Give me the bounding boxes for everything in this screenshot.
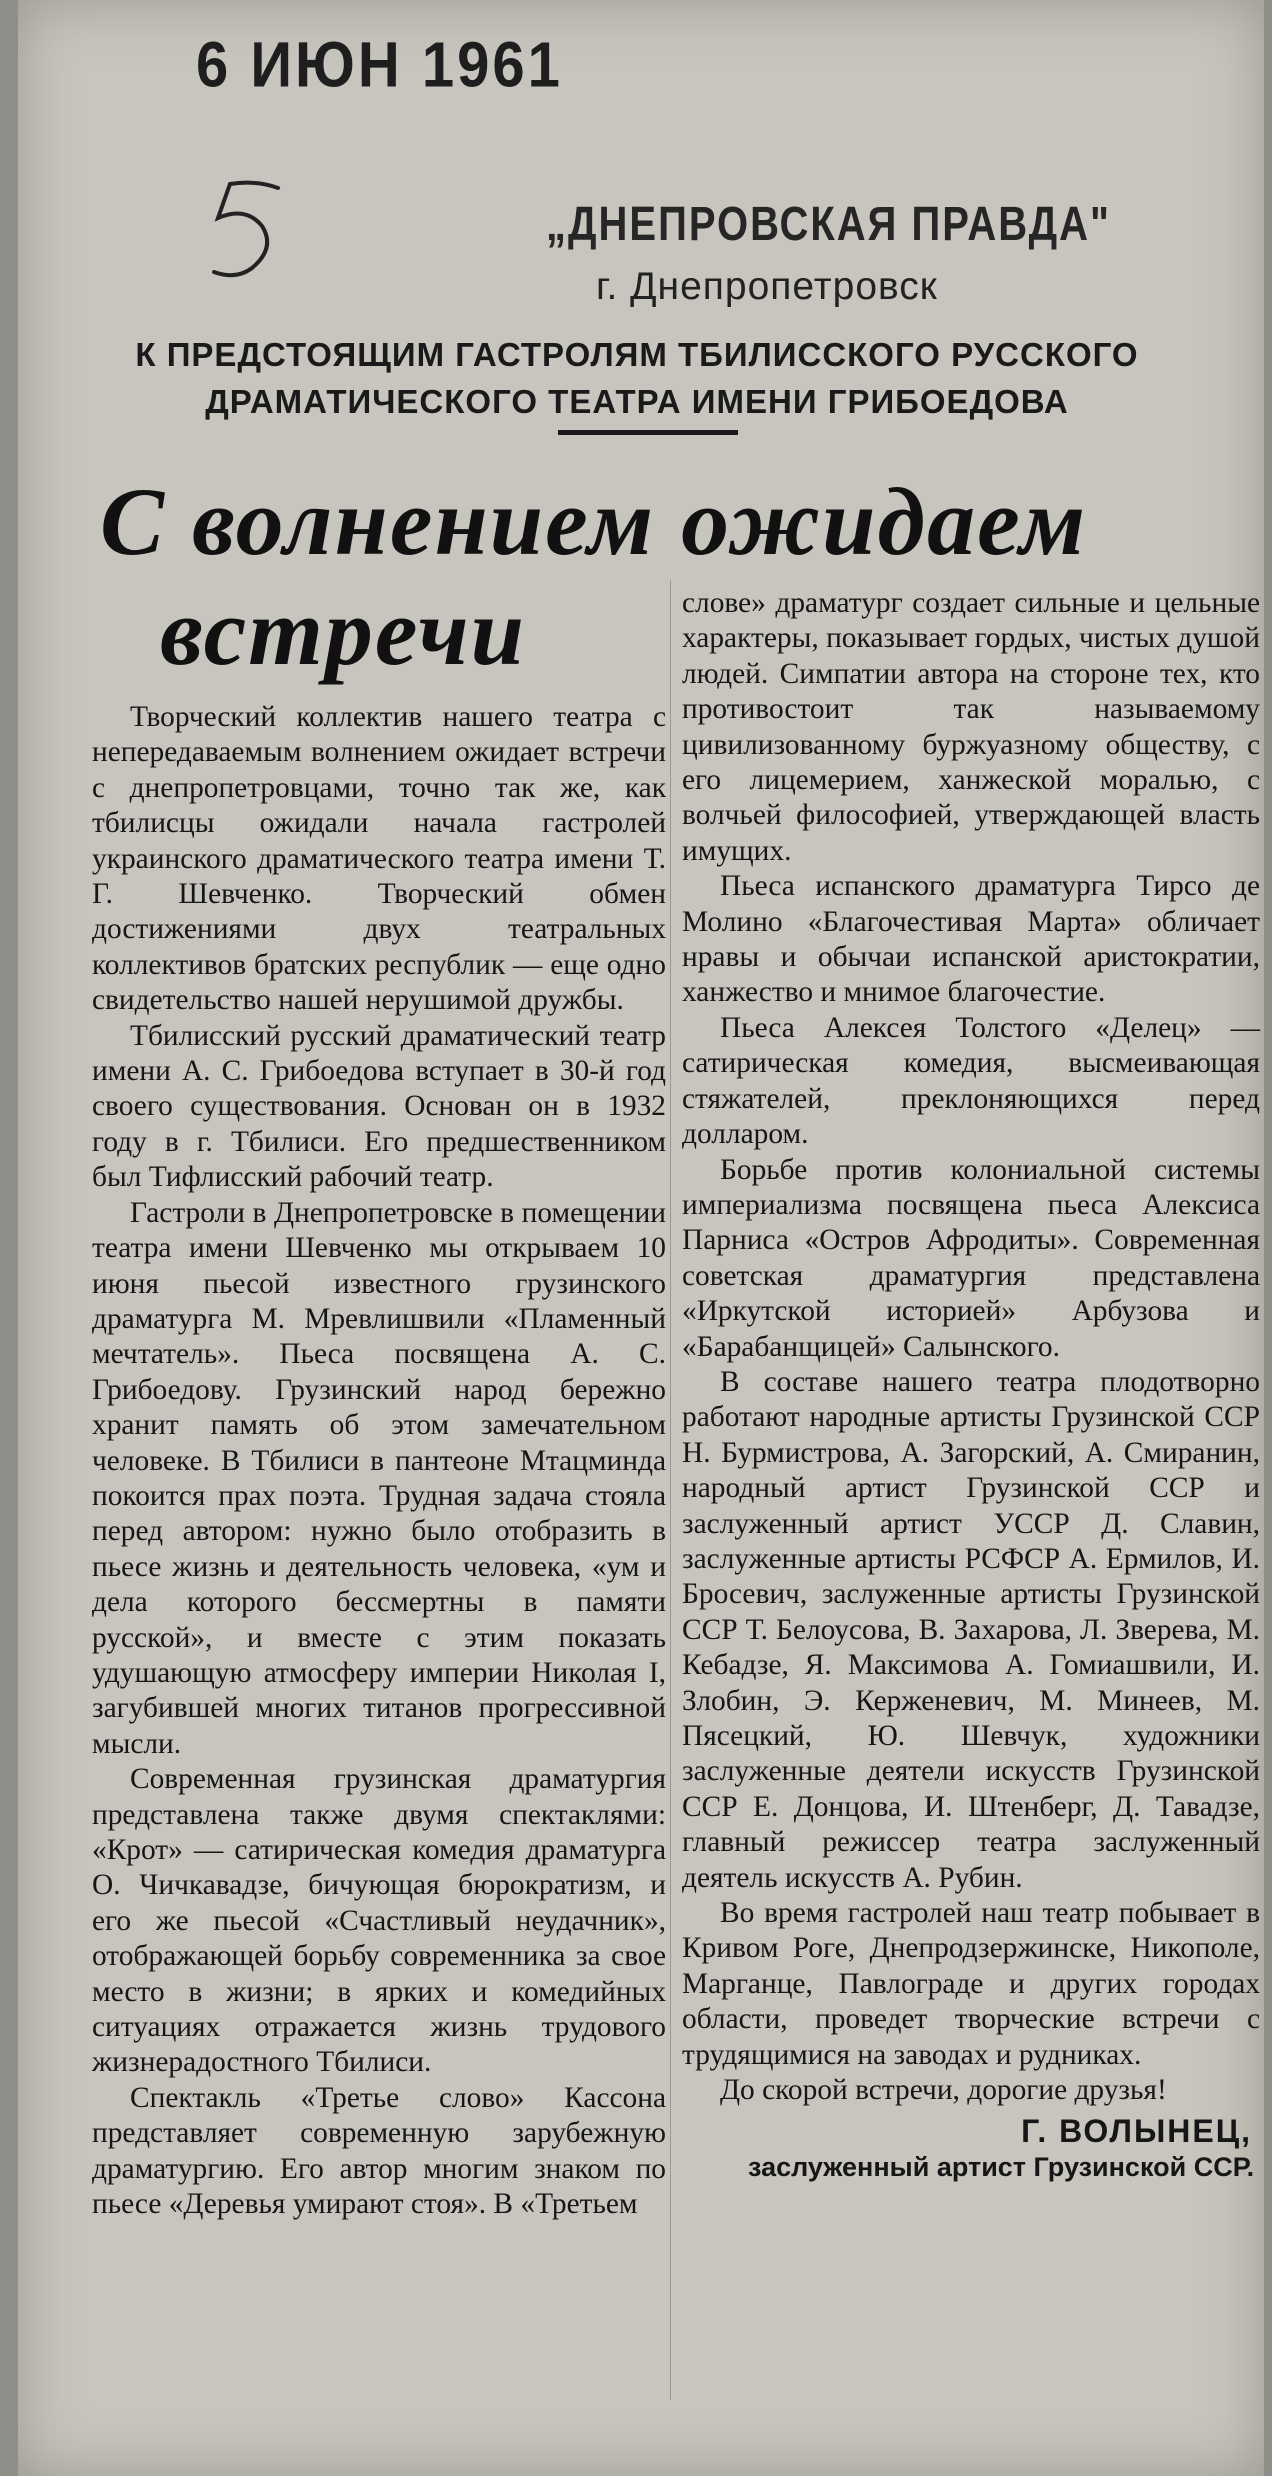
paragraph: Пьеса испанского драматурга Тирсо де Молино «Благочестивая Марта» обличает нравы и обычаи испанской аристократии, ханжество и мнимое благочестие. <box>682 870 1260 1009</box>
handwritten-number <box>200 176 295 286</box>
paragraph: Творческий коллектив нашего театра с непередаваемым волнением ожидает встречи с днепропетровцами, точно так же, как тбилисцы ожидали начала гастролей украинского драматического театра имени Т. Г. Шевченко. Творческий обмен достижениями двух театральных коллективов братских республик — еще одно свидетельство нашей нерушимой дружбы. <box>92 701 666 1017</box>
paragraph: Пьеса Алексея Толстого «Делец» — сатирическая комедия, высмеивающая стяжателей, преклоняющихся перед долларом. <box>682 1011 1260 1151</box>
article-column-left <box>92 700 666 2222</box>
author-name: Г. ВОЛЫНЕЦ, <box>1021 2113 1252 2150</box>
article-column-right <box>682 586 1260 2184</box>
paragraph: Борьбе против колониальной системы империализма посвящена пьеса Алексиса Парниса «Остров Афродиты». Современная советская драматургия представлена «Иркутской историей» Арбузова и «Барабанщицей» Салынского. <box>682 1153 1260 1363</box>
paragraph-continuation: слове» драматург создает сильные и цельные характеры, показывает гордых, чистых душой людей. Симпатии автора на стороне тех, кто противостоит так называемому цивилизованному буржуазному обществу, с его лицемерием, ханжеской моралью, с волчьей философией, утверждающей власть имущих. <box>682 587 1260 867</box>
headline-line-2: встречи <box>160 578 527 685</box>
newspaper-city: г. Днепропетровск <box>596 265 938 308</box>
newspaper-name: „ДНЕПРОВСКАЯ ПРАВДА" <box>546 198 1111 251</box>
paragraph: Тбилисский русский драматический театр имени А. С. Грибоедова вступает в 30-й год своего существования. Основан он в 1932 году в г. Тбилиси. Его предшественником был Тифлисский рабочий театр. <box>92 1019 666 1194</box>
kicker-line-1: К ПРЕДСТОЯЩИМ ГАСТРОЛЯМ ТБИЛИССКОГО РУССКОГО <box>135 336 1139 373</box>
headline-line-1: С волнением ожидаем <box>100 468 1088 575</box>
kicker-line-2: ДРАМАТИЧЕСКОГО ТЕАТРА ИМЕНИ ГРИБОЕДОВА <box>205 383 1069 420</box>
date-stamp: 6 ИЮН 1961 <box>196 29 563 101</box>
paragraph: Спектакль «Третье слово» Кассона представляет современную зарубежную драматургию. Его автор многим знаком по пьесе «Деревья умирают стоя». В «Третьем <box>92 2081 666 2221</box>
paragraph: Во время гастролей наш театр побывает в Кривом Роге, Днепродзержинске, Никополе, Марганце, Павлограде и других городах области, проведет творческие встречи с трудящимися на заводах и рудниках. <box>682 1897 1260 2071</box>
paragraph: В составе нашего театра плодотворно работают народные артисты Грузинской ССР Н. Бурмистрова, А. Загорский, А. Смиранин, народный артист Грузинской ССР и заслуженный артист УССР Д. Славин, заслуженные артисты РСФСР А. Ермилов, И. Бросевич, заслуженные артисты Грузинской ССР Т. Белоусова, В. Захарова, Л. Зверева, М. Кебадзе, Я. Максимова А. Гомиашвили, И. Злобин, Э. Керженевич, М. Минеев, М. Пясецкий, Ю. Шевчук, художники заслуженные деятели искусств Грузинской ССР Е. Донцова, И. Штенберг, Д. Тавадзе, главный режиссер театра заслуженный деятель искусств А. Рубин. <box>682 1365 1260 1894</box>
paragraph: Современная грузинская драматургия представлена также двумя спектаклями: «Крот» — сатирическая комедия драматурга О. Чичкавадзе, бичующая бюрократизм, и его же пьесой «Счастливый неудачник», отображающей борьбу современника за свое место в жизни; в ярких и комедийных ситуациях отражается жизнь трудового жизнерадостного Тбилиси. <box>92 1763 666 2079</box>
author-title: заслуженный артист Грузинской ССР. <box>748 2151 1255 2182</box>
kicker-rule <box>558 430 738 435</box>
newspaper-clipping <box>18 0 1264 2476</box>
column-divider <box>670 580 671 2400</box>
paragraph: Гастроли в Днепропетровске в помещении театра имени Шевченко мы открываем 10 июня пьесой известного грузинского драматурга М. Мревлишвили «Пламенный мечтатель». Пьеса посвящена А. С. Грибоедову. Грузинский народ бережно хранит память об этом замечательном человеке. В Тбилиси в пантеоне Мтацминда покоится прах поэта. Трудная задача стояла перед автором: нужно было отобразить в пьесе жизнь и деятельность человека, «ум и дела которого бессмертны в памяти русской», и вместе с этим показать удушающую атмосферу империи Николая I, загубившей многих титанов прогрессивной мысли. <box>92 1196 666 1760</box>
paragraph: До скорой встречи, дорогие друзья! <box>720 2074 1167 2107</box>
